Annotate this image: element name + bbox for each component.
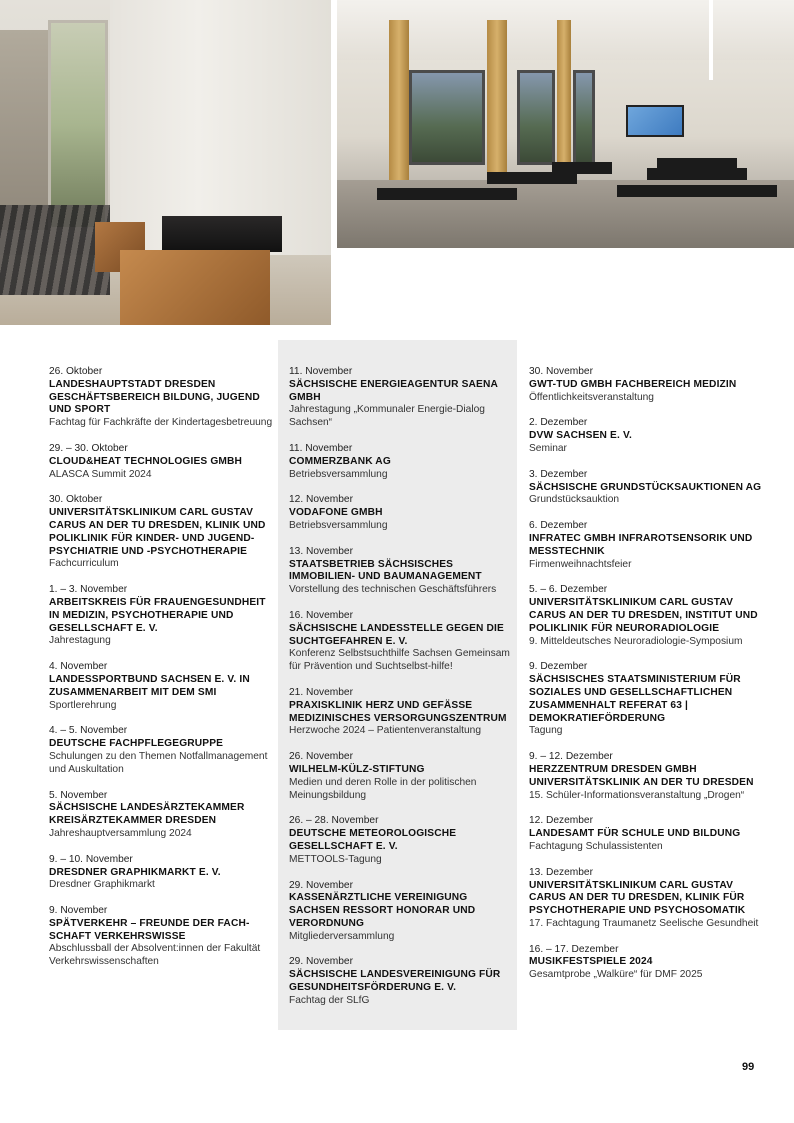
event-desc: Firmenweihnachtsfeier xyxy=(529,558,632,570)
event-date: 29. – 30. Oktober xyxy=(49,442,128,454)
event-org: PRAXISKLINIK HERZ UND GEFÄSSE MEDIZINISCHES VERSORGUNGSZENTRUM xyxy=(289,699,507,724)
event-org: DEUTSCHE METEOROLOGISCHE GESELLSCHAFT E. V. xyxy=(289,828,457,852)
event-entry xyxy=(49,494,278,571)
event-org: DVW SACHSEN E. V. xyxy=(529,430,632,442)
column-3 xyxy=(529,366,769,995)
event-date: 29. November xyxy=(289,879,353,891)
event-date: 26. November xyxy=(289,751,353,763)
event-entry xyxy=(289,687,513,738)
event-date: 9. – 10. November xyxy=(49,853,133,865)
column-1 xyxy=(49,366,278,982)
event-date: 3. Dezember xyxy=(529,468,588,480)
event-org: INFRATEC GMBH INFRAROTSENSORIK UND MESSTECHNIK xyxy=(529,532,753,557)
event-org: STAATSBETRIEB SÄCHSISCHES IMMOBILIEN- UND BAUMANAGEMENT xyxy=(289,558,482,583)
event-desc: Herzwoche 2024 – Patientenveranstaltung xyxy=(289,725,481,737)
event-entry xyxy=(49,725,278,776)
event-entry xyxy=(529,867,769,931)
event-entry xyxy=(289,880,513,944)
event-org: LANDESSPORTBUND SACHSEN E. V. IN ZUSAMMENARBEIT MIT DEM SMI xyxy=(49,673,250,698)
event-entry xyxy=(49,661,278,712)
event-org: WILHELM-KÜLZ-STIFTUNG xyxy=(289,763,425,775)
event-date: 9. November xyxy=(49,905,108,917)
event-desc: ALASCA Summit 2024 xyxy=(49,468,152,480)
event-org: LANDESHAUPTSTADT DRESDEN GESCHÄFTSBEREICH BILDUNG, JUGEND UND SPORT xyxy=(49,378,260,416)
event-date: 5. November xyxy=(49,789,108,801)
event-entry xyxy=(529,584,769,648)
event-date: 2. Dezember xyxy=(529,417,588,429)
event-org: HERZZENTRUM DRESDEN GMBH UNIVERSITÄTSKLINIK AN DER TU DRESDEN xyxy=(529,763,754,788)
event-desc: Fachcurriculum xyxy=(49,558,119,570)
event-entry xyxy=(49,905,278,969)
event-desc: Jahrestagung „Kommunaler Energie-Dialog Sachsen“ xyxy=(289,404,485,429)
event-desc: Vorstellung des technischen Geschäftsführers xyxy=(289,584,497,596)
event-entry xyxy=(529,469,769,507)
event-desc: Medien und deren Rolle in der politischen Meinungsbildung xyxy=(289,776,477,801)
event-org: ARBEITSKREIS FÜR FRAUENGESUNDHEIT IN MEDIZIN, PSYCHOTHERAPIE UND GESELLSCHAFT E. V. xyxy=(49,596,266,634)
event-org: GWT-TUD GMBH FACHBEREICH MEDIZIN xyxy=(529,378,737,390)
photo-seminar-room xyxy=(337,0,794,248)
event-desc: Konferenz Selbstsuchthilfe Sachsen Gemeinsam für Prävention und Suchtselbst-hilfe! xyxy=(289,648,510,673)
event-desc: Seminar xyxy=(529,442,567,454)
event-entry xyxy=(529,366,769,404)
event-entry xyxy=(529,751,769,802)
event-date: 16. November xyxy=(289,609,353,621)
column-2 xyxy=(289,366,513,1021)
event-date: 29. November xyxy=(289,956,353,968)
event-date: 11. November xyxy=(289,442,353,454)
event-org: LANDESAMT FÜR SCHULE UND BILDUNG xyxy=(529,828,741,840)
event-entry xyxy=(529,944,769,982)
event-desc: Jahrestagung xyxy=(49,635,111,647)
event-entry xyxy=(49,584,278,648)
event-desc: Tagung xyxy=(529,725,563,737)
event-desc: Gesamtprobe „Walküre“ für DMF 2025 xyxy=(529,969,703,981)
event-desc: Betriebsversammlung xyxy=(289,519,388,531)
event-desc: 9. Mitteldeutsches Neuroradiologie-Symposium xyxy=(529,635,743,647)
event-entry xyxy=(49,443,278,481)
event-entry xyxy=(49,854,278,892)
event-date: 4. November xyxy=(49,661,108,673)
event-org: SÄCHSISCHE LANDESÄRZTEKAMMER KREISÄRZTEKAMMER DRESDEN xyxy=(49,802,245,827)
event-entry xyxy=(529,661,769,738)
event-entry xyxy=(289,610,513,674)
event-org: CLOUD&HEAT TECHNOLOGIES GMBH xyxy=(49,455,243,467)
page-number: 99 xyxy=(742,1061,755,1073)
event-desc: Schulungen zu den Themen Notfallmanagement und Auskultation xyxy=(49,750,268,775)
event-desc: 15. Schüler-Informationsveranstaltung „Drogen“ xyxy=(529,789,745,801)
event-entry xyxy=(529,815,769,853)
event-desc: METTOOLS-Tagung xyxy=(289,853,382,865)
event-desc: Grundstücksauktion xyxy=(529,494,620,506)
event-entry xyxy=(289,443,513,481)
event-desc: Fachtag der SLfG xyxy=(289,994,370,1006)
event-date: 12. Dezember xyxy=(529,815,593,827)
event-org: SÄCHSISCHE GRUNDSTÜCKSAUKTIONEN AG xyxy=(529,481,762,493)
event-desc: Fachtagung Schulassistenten xyxy=(529,840,663,852)
event-date: 5. – 6. Dezember xyxy=(529,584,608,596)
event-desc: Mitgliederversammlung xyxy=(289,930,395,942)
event-entry xyxy=(289,751,513,802)
event-date: 1. – 3. November xyxy=(49,584,128,596)
event-entry xyxy=(529,417,769,455)
event-desc: Dresdner Graphikmarkt xyxy=(49,879,155,891)
event-date: 30. November xyxy=(529,366,593,377)
photo-event-hall xyxy=(0,0,331,325)
event-org: UNIVERSITÄTSKLINIKUM CARL GUSTAV CARUS AN DER TU DRESDEN, KLINIK FÜR PSYCHOTHERAPIE UND PSYCHOSOMATIK xyxy=(529,879,746,917)
event-date: 26. Oktober xyxy=(49,366,103,377)
event-entry xyxy=(289,956,513,1007)
event-date: 13. November xyxy=(289,545,353,557)
event-entry xyxy=(529,520,769,571)
event-org: SÄCHSISCHE LANDESSTELLE GEGEN DIE SUCHTGEFAHREN E. V. xyxy=(289,622,504,647)
event-org: SÄCHSISCHES STAATSMINISTERIUM FÜR SOZIALES UND GESELLSCHAFTLICHEN ZUSAMMENHALT REFERAT 63 | DEMOKRATIEFÖRDERUNG xyxy=(529,674,741,724)
event-date: 26. – 28. November xyxy=(289,815,379,827)
event-date: 30. Oktober xyxy=(49,494,103,506)
event-entry xyxy=(289,494,513,532)
event-org: SPÄTVERKEHR – FREUNDE DER FACH-SCHAFT VERKEHRSWISSE xyxy=(49,917,250,942)
event-org: DRESDNER GRAPHIKMARKT E. V. xyxy=(49,866,221,878)
event-org: SÄCHSISCHE LANDESVEREINIGUNG FÜR GESUNDHEITSFÖRDERUNG E. V. xyxy=(289,969,501,994)
event-date: 11. November xyxy=(289,366,353,377)
event-org: KASSENÄRZTLICHE VEREINIGUNG SACHSEN RESSORT HONORAR UND VERORDNUNG xyxy=(289,892,476,929)
event-desc: Jahreshauptversammlung 2024 xyxy=(49,827,192,839)
event-desc: Öffentlichkeitsveranstaltung xyxy=(529,391,654,403)
event-org: MUSIKFESTSPIELE 2024 xyxy=(529,956,653,968)
event-desc: 17. Fachtagung Traumanetz Seelische Gesundheit xyxy=(529,917,759,929)
event-date: 6. Dezember xyxy=(529,520,588,532)
event-date: 16. – 17. Dezember xyxy=(529,943,619,955)
event-date: 13. Dezember xyxy=(529,866,593,878)
event-entry xyxy=(289,366,513,430)
event-date: 21. November xyxy=(289,686,353,698)
event-org: DEUTSCHE FACHPFLEGEGRUPPE xyxy=(49,738,224,750)
event-date: 9. Dezember xyxy=(529,661,588,673)
event-desc: Fachtag für Fachkräfte der Kindertagesbetreuung xyxy=(49,417,273,429)
event-entry xyxy=(289,815,513,866)
event-date: 9. – 12. Dezember xyxy=(529,751,613,763)
event-desc: Abschlussball der Absolvent:innen der Fakultät Verkehrswissenschaften xyxy=(49,943,261,968)
event-org: SÄCHSISCHE ENERGIEAGENTUR SAENA GMBH xyxy=(289,378,498,403)
event-entry xyxy=(289,546,513,597)
event-date: 12. November xyxy=(289,494,353,506)
event-desc: Betriebsversammlung xyxy=(289,468,388,480)
event-org: COMMERZBANK AG xyxy=(289,455,391,467)
event-entry xyxy=(49,790,278,841)
event-org: VODAFONE GMBH xyxy=(289,507,383,519)
event-org: UNIVERSITÄTSKLINIKUM CARL GUSTAV CARUS AN DER TU DRESDEN, INSTITUT UND POLIKLINIK FÜR NEURORADIOLOGIE xyxy=(529,597,758,634)
event-desc: Sportlerehrung xyxy=(49,699,117,711)
event-org: UNIVERSITÄTSKLINIKUM CARL GUSTAV CARUS AN DER TU DRESDEN, KLINIK UND POLIKLINIK FÜR KINDER- UND JUGEND-PSYCHIATRIE UND -PSYCHOTHERAPIE xyxy=(49,507,266,557)
event-date: 4. – 5. November xyxy=(49,725,128,737)
event-entry xyxy=(49,366,278,430)
